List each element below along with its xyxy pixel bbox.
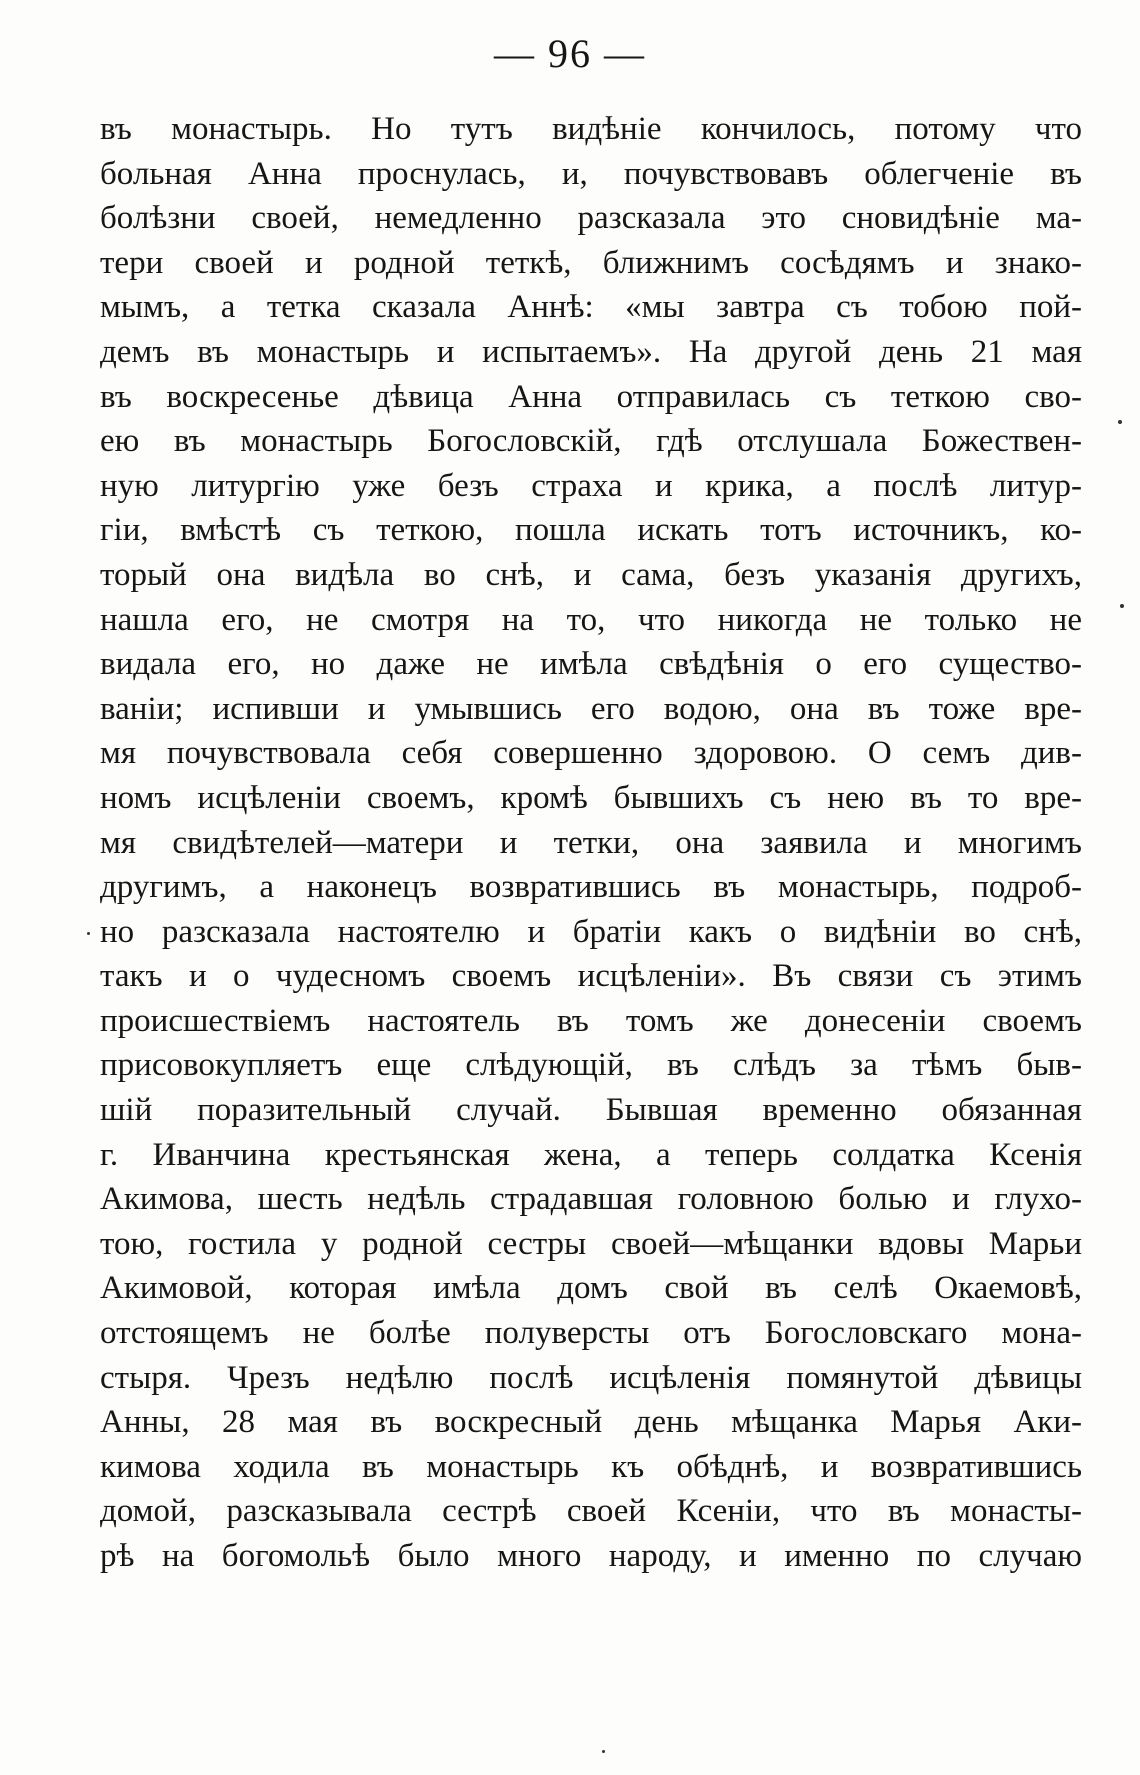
text-line: рѣ на богомольѣ было много народу, и именно по случаю	[100, 1538, 1082, 1574]
text-line: мымъ, а тетка сказала Аннѣ: «мы завтра съ тобою пой-	[100, 289, 1082, 326]
text-line: въ монастырь. Но тутъ видѣніе кончилось, потому что	[100, 111, 1082, 147]
scan-speck	[602, 1750, 605, 1753]
text-line: Анны, 28 мая въ воскресный день мѣщанка Марья Аки-	[100, 1404, 1082, 1441]
text-line: мя свидѣтелей—матери и тетки, она заявила и многимъ	[100, 824, 1082, 861]
text-line: торый она видѣла во снѣ, и сама, безъ указанія другихъ,	[100, 556, 1082, 593]
scan-speck	[1120, 604, 1124, 608]
text-line: шій поразительный случай. Бывшая временно обязанная	[100, 1092, 1082, 1129]
text-line: такъ и о чудесномъ своемъ исцѣленіи». Въ связи съ этимъ	[100, 958, 1082, 995]
text-line: больная Анна проснулась, и, почувствовавъ облегченіе въ	[100, 155, 1082, 192]
text-line: демъ въ монастырь и испытаемъ». На другой день 21 мая	[100, 333, 1082, 370]
text-line: Акимовой, которая имѣла домъ свой въ селѣ Окаемовѣ,	[100, 1270, 1082, 1307]
text-line: видала его, но даже не имѣла свѣдѣнія о его существо-	[100, 646, 1082, 683]
scan-speck	[1118, 420, 1122, 424]
text-line: номъ исцѣленіи своемъ, кромѣ бывшихъ съ нею въ то вре-	[100, 779, 1082, 816]
text-line: въ воскресенье дѣвица Анна отправилась съ теткою сво-	[100, 378, 1082, 415]
text-line: происшествіемъ настоятель въ томъ же донесеніи своемъ	[100, 1002, 1082, 1039]
text-line: отстоящемъ не болѣе полуверсты отъ Богословскаго мона-	[100, 1315, 1082, 1352]
text-line: гіи, вмѣстѣ съ теткою, пошла искать тотъ источникъ, ко-	[100, 512, 1082, 549]
text-line: тою, гостила у родной сестры своей—мѣщанки вдовы Марьи	[100, 1225, 1082, 1262]
text-line: стыря. Чрезъ недѣлю послѣ исцѣленія помянутой дѣвицы	[100, 1359, 1082, 1396]
text-line: кимова ходила въ монастырь къ обѣднѣ, и возвратившись	[100, 1448, 1082, 1485]
scan-speck	[87, 932, 90, 935]
text-line: но разсказала настоятелю и братіи какъ о видѣніи во снѣ,	[100, 913, 1082, 950]
text-line: присовокупляетъ еще слѣдующій, въ слѣдъ за тѣмъ быв-	[100, 1047, 1082, 1084]
text-line: тери своей и родной теткѣ, ближнимъ сосѣдямъ и знако-	[100, 244, 1082, 281]
text-line: ею въ монастырь Богословскій, гдѣ отслушала Божествен-	[100, 423, 1082, 460]
page-number: — 96 —	[494, 31, 646, 76]
text-line: ваніи; испивши и умывшись его водою, она въ тоже вре-	[100, 690, 1082, 727]
text-line: Акимова, шесть недѣль страдавшая головною болью и глухо-	[100, 1181, 1082, 1218]
text-line: болѣзни своей, немедленно разсказала это сновидѣніе ма-	[100, 200, 1082, 237]
text-line: г. Иванчина крестьянская жена, а теперь солдатка Ксенія	[100, 1136, 1082, 1173]
text-line: ную литургію уже безъ страха и крика, а послѣ литур-	[100, 467, 1082, 504]
body-text	[100, 107, 1082, 1579]
text-line: домой, разсказывала сестрѣ своей Ксеніи, что въ монасты-	[100, 1493, 1082, 1530]
text-line: мя почувствовала себя совершенно здоровою. О семъ див-	[100, 735, 1082, 772]
text-line: другимъ, а наконецъ возвратившись въ монастырь, подроб-	[100, 869, 1082, 906]
text-line: нашла его, не смотря на то, что никогда не только не	[100, 601, 1082, 638]
